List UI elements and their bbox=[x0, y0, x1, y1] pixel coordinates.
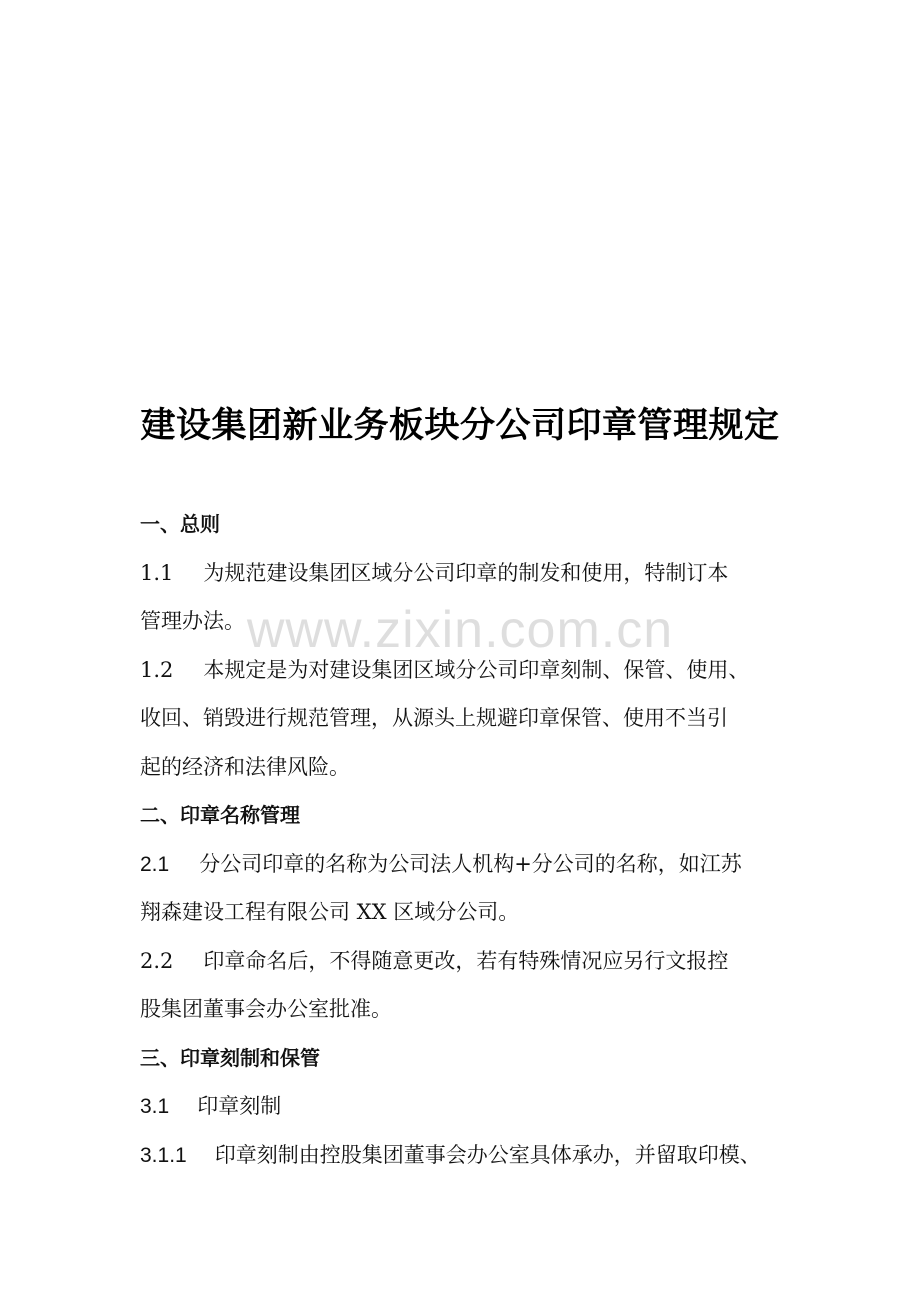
section-heading-seal-making: 三、印章刻制和保管 bbox=[140, 1045, 320, 1070]
paragraph-1-2-line-1 bbox=[140, 650, 800, 699]
paragraph-2-1-line-1 bbox=[140, 844, 800, 893]
clause-number: 3.1 bbox=[140, 1095, 170, 1118]
paragraph-1-1-line-2: 管理办法。 bbox=[140, 609, 245, 633]
clause-number: 1.1 bbox=[140, 560, 174, 585]
paragraph-2-1-line-2: 翔森建设工程有限公司 XX 区域分公司。 bbox=[140, 900, 520, 924]
document-title: 建设集团新业务板块分公司印章管理规定 bbox=[140, 406, 780, 446]
paragraph-text: 分公司印章的名称为公司法人机构+分公司的名称，如江苏 bbox=[199, 851, 742, 876]
paragraph-text: 为规范建设集团区域分公司印章的制发和使用，特制订本 bbox=[203, 560, 729, 585]
paragraph-2-2-line-1 bbox=[140, 941, 800, 990]
watermark: www.zixin.com.cn bbox=[246, 601, 674, 659]
paragraph-text: 印章刻制由控股集团董事会办公室具体承办，并留取印模、 bbox=[214, 1142, 761, 1167]
paragraph-3-1-1-line-1 bbox=[140, 1135, 800, 1184]
paragraph-3-1 bbox=[140, 1086, 800, 1135]
section-heading-seal-names: 二、印章名称管理 bbox=[140, 803, 300, 827]
clause-number: 2.1 bbox=[140, 852, 170, 876]
paragraph-1-2-line-3: 起的经济和法律风险。 bbox=[140, 754, 350, 779]
paragraph-text: 印章刻制 bbox=[197, 1094, 282, 1118]
clause-number: 3.1.1 bbox=[140, 1143, 187, 1167]
paragraph-text: 本规定是为对建设集团区域分公司印章刻制、保管、使用、 bbox=[203, 657, 750, 682]
paragraph-1-2-line-2: 收回、销毁进行规范管理，从源头上规避印章保管、使用不当引 bbox=[140, 706, 728, 730]
section-heading-general: 一、总则 bbox=[140, 512, 220, 536]
clause-number: 1.2 bbox=[140, 657, 174, 682]
paragraph-1-1-line-1 bbox=[140, 553, 800, 602]
paragraph-text: 印章命名后，不得随意更改，若有特殊情况应另行文报控 bbox=[203, 948, 729, 973]
document-body bbox=[140, 504, 800, 1183]
paragraph-2-2-line-2: 股集团董事会办公室批准。 bbox=[140, 997, 392, 1021]
clause-number: 2.2 bbox=[140, 948, 174, 973]
